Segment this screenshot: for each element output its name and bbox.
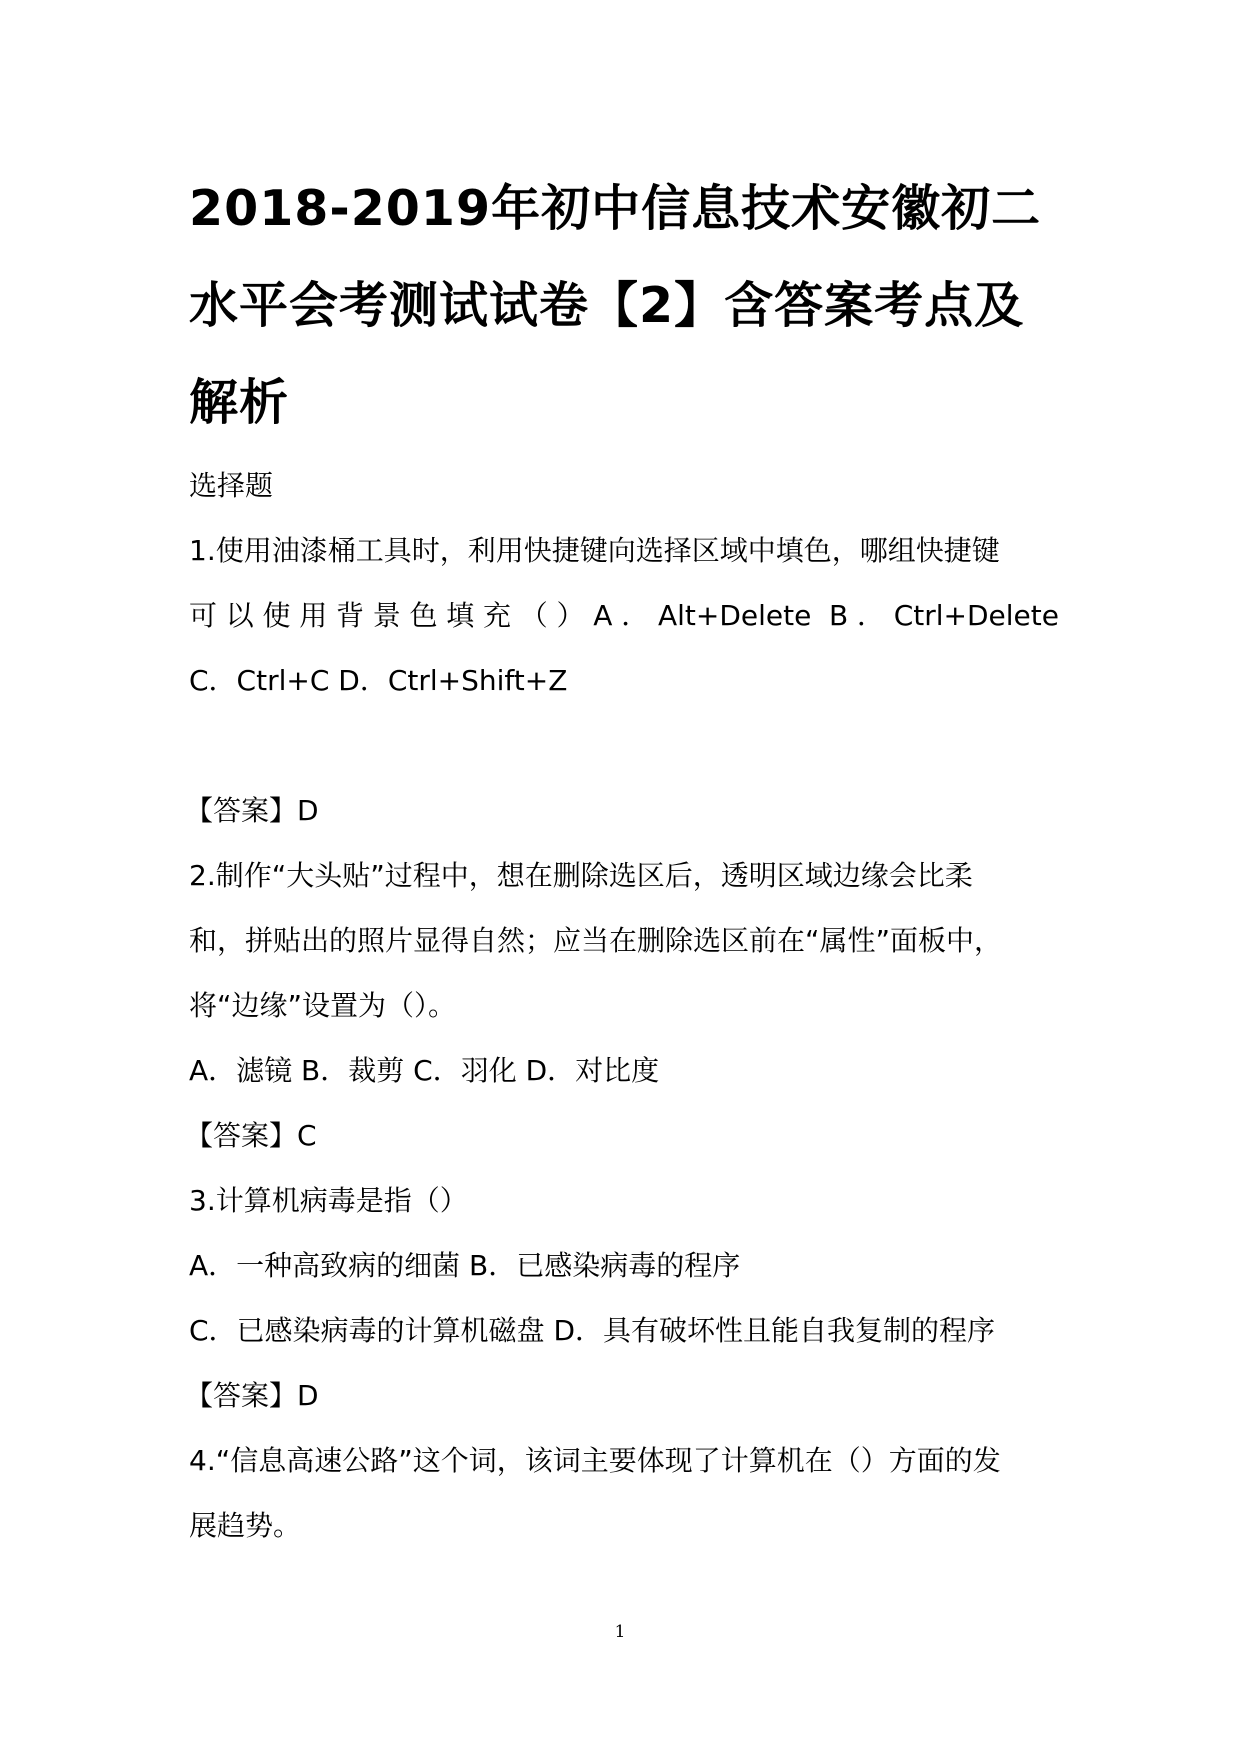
blank-spacer [189, 713, 1059, 778]
title-line: 解析 [189, 374, 290, 431]
question-text-line: C．Ctrl+C D．Ctrl+Shift+Z [189, 664, 568, 697]
question-text-line: 2.制作“大头贴”过程中，想在删除选区后，透明区域边缘会比柔 [189, 859, 973, 892]
page-number: 1 [614, 1622, 626, 1642]
question-text-line: 1.使用油漆桶工具时，利用快捷键向选择区域中填色，哪组快捷键 [189, 534, 1000, 567]
question-1 [185, 518, 1059, 843]
question-text-line: 可以使用背景色填充（）A．Alt+Delete B．Ctrl+Delete [189, 599, 1059, 632]
question-4 [189, 1428, 1059, 1558]
question-text-line: 展趋势。 [189, 1509, 302, 1542]
question-text-line: 4.“信息高速公路”这个词，该词主要体现了计算机在（）方面的发 [189, 1444, 1001, 1477]
document-title [189, 160, 1059, 451]
question-text-line: 将“边缘”设置为（）。 [189, 989, 457, 1022]
section-label: 选择题 [189, 469, 274, 502]
question-2 [185, 843, 1059, 1168]
title-line: 2018-2019年初中信息技术安徽初二 [189, 180, 1042, 237]
question-options-line: C．已感染病毒的计算机磁盘 D．具有破坏性且能自我复制的程序 [189, 1314, 996, 1347]
question-3 [185, 1168, 1059, 1428]
title-line: 水平会考测试试卷【2】含答案考点及 [189, 277, 1025, 334]
page-content [185, 172, 1059, 1558]
question-text-line: 3.计算机病毒是指（） [189, 1184, 468, 1217]
question-text-line: 和，拼贴出的照片显得自然；应当在删除选区前在“属性”面板中， [189, 924, 1003, 957]
answer-line: 【答案】C [185, 1119, 317, 1152]
answer-line: 【答案】D [185, 794, 319, 827]
question-options-line: A．一种高致病的细菌 B．已感染病毒的程序 [189, 1249, 741, 1282]
answer-line: 【答案】D [185, 1379, 319, 1412]
question-options-line: A．滤镜 B．裁剪 C．羽化 D．对比度 [189, 1054, 660, 1087]
